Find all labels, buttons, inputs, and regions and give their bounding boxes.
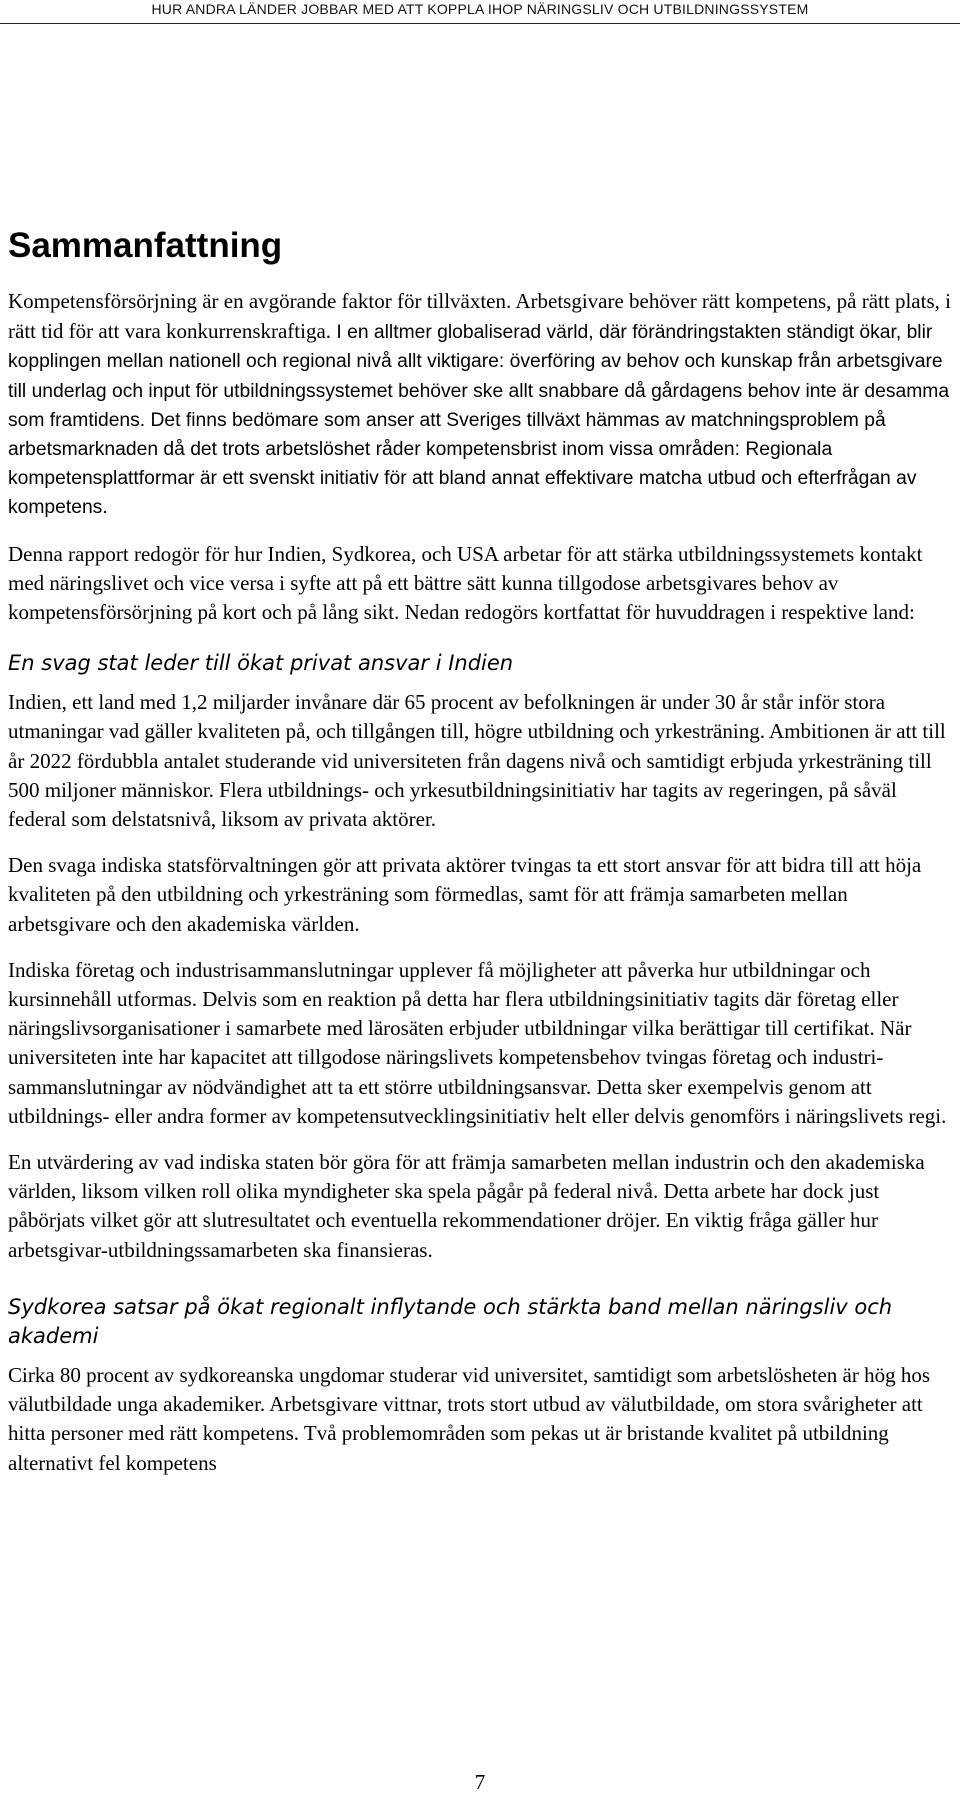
india-paragraph-2: Den svaga indiska statsförvaltningen gör att privata aktörer tvingas ta ett stort ansvar för att bidra till att höja kvaliteten på den utbildning och yrkesträning som förmedlas, samt för att främja samarbeten mellan arbetsgivare och den akademiska världen. bbox=[8, 853, 922, 936]
korea-heading: Sydkorea satsar på ökat regionalt inflytande och stärkta band mellan näringsliv och akademi bbox=[8, 1294, 893, 1348]
india-paragraph-1: Indien, ett land med 1,2 miljarder invånare där 65 procent av befolkningen är under 30 år står inför stora utmaningar vad gäller kvaliteten på, och tillgången till, högre utbildning och yrkesträning. Ambitionen är att till år 2022 fördubbla antalet studerande vid universiteten från dagens nivå och samtidigt erbjuda yrkesträning till 500 miljoner människor. Flera utbildnings- och yrkesutbildningsinitiativ har tagits av regeringen, på såväl federal som delstatsnivå, liksom av privata aktörer. bbox=[8, 690, 946, 832]
summary-text-part1: Kompetensförsörjning är en avgörande faktor för tillväxten. Arbetsgivare behöver rätt kompetens, på rätt plats, i rätt tid för att vara konkurrenskraftiga. bbox=[8, 289, 951, 344]
india-paragraph-4: En utvärdering av vad indiska staten bör göra för att främja samarbeten mellan industrin och den akademiska världen, liksom vilken roll olika myndigheter ska spela pågår på federal nivå. Detta arbete har dock just påbörjats vilket gör att slutresultatet och eventuella rekommendationer dröjer. En viktig fråga gäller hur arbetsgivar-utbildningssamarbeten ska finansieras. bbox=[8, 1150, 925, 1262]
page-content bbox=[8, 226, 952, 1495]
summary-text-part2: I en alltmer globaliserad värld, där förändringstakten ständigt ökar, blir kopplingen mellan nationell och regional nivå allt viktigare: överföring av behov och kunskap från arbetsgivare till underlag och input för utbildningssystemet behöver ske allt snabbare då gårdagens behov inte är desamma som framtidens. Det finns bedömare som anser att Sveriges tillväxt hämmas av matchningsproblem på arbetsmarknaden då det trots arbetslöshet råder kompetensbrist inom vissa områden: Regionala kompetensplattformar är ett svenskt initiativ för att bland annat effektivare matcha utbud och efterfrågan av kompetens. bbox=[8, 322, 950, 519]
page-number: 7 bbox=[474, 1770, 486, 1794]
korea-paragraph: Cirka 80 procent av sydkoreanska ungdomar studerar vid universitet, samtidigt som arbetslösheten är hög hos välutbildade unga akademiker. Arbetsgivare vittnar, trots stort utbud av välutbildade, om stora svårigheter att hitta personer med rätt kompetens. Två problemområden som pekas ut är bristande kvalitet på utbildning alternativt fel kompetens bbox=[8, 1362, 931, 1475]
section-title: Sammanfattning bbox=[8, 226, 283, 265]
india-paragraph-3: Indiska företag och industrisammanslutningar upplever få möjligheter att påverka hur utbildningar och kursinnehåll utformas. Delvis som en reaktion på detta har flera utbildningsinitiativ tagits där företag eller näringslivsorganisationer i samarbete med lärosäten erbjuder utbildningar vilka berättigar till certifikat. När universiteten inte har kapacitet att tillgodose näringslivets kompetensbehov tvingas företag och industri-sammanslutningar av nödvändighet att ta ett större utbildningsansvar. Detta sker exempelvis genom att utbildnings- eller andra former av kompetensutvecklingsinitiativ helt eller delvis genomförs i näringslivets regi. bbox=[8, 957, 947, 1128]
running-header: HUR ANDRA LÄNDER JOBBAR MED ATT KOPPLA IHOP NÄRINGSLIV OCH UTBILDNINGSSYSTEM bbox=[0, 0, 960, 24]
india-heading: En svag stat leder till ökat privat ansvar i Indien bbox=[8, 651, 514, 676]
intro-paragraph: Denna rapport redogör för hur Indien, Sydkorea, och USA arbetar för att stärka utbildningssystemets kontakt med näringslivet och vice versa i syfte att på ett bättre sätt kunna tillgodose arbetsgivares behov av kompetensförsörjning på kort och på lång sikt. Nedan redogörs kortfattat för huvuddragen i respektive land: bbox=[8, 541, 923, 625]
summary-paragraph bbox=[8, 287, 952, 523]
